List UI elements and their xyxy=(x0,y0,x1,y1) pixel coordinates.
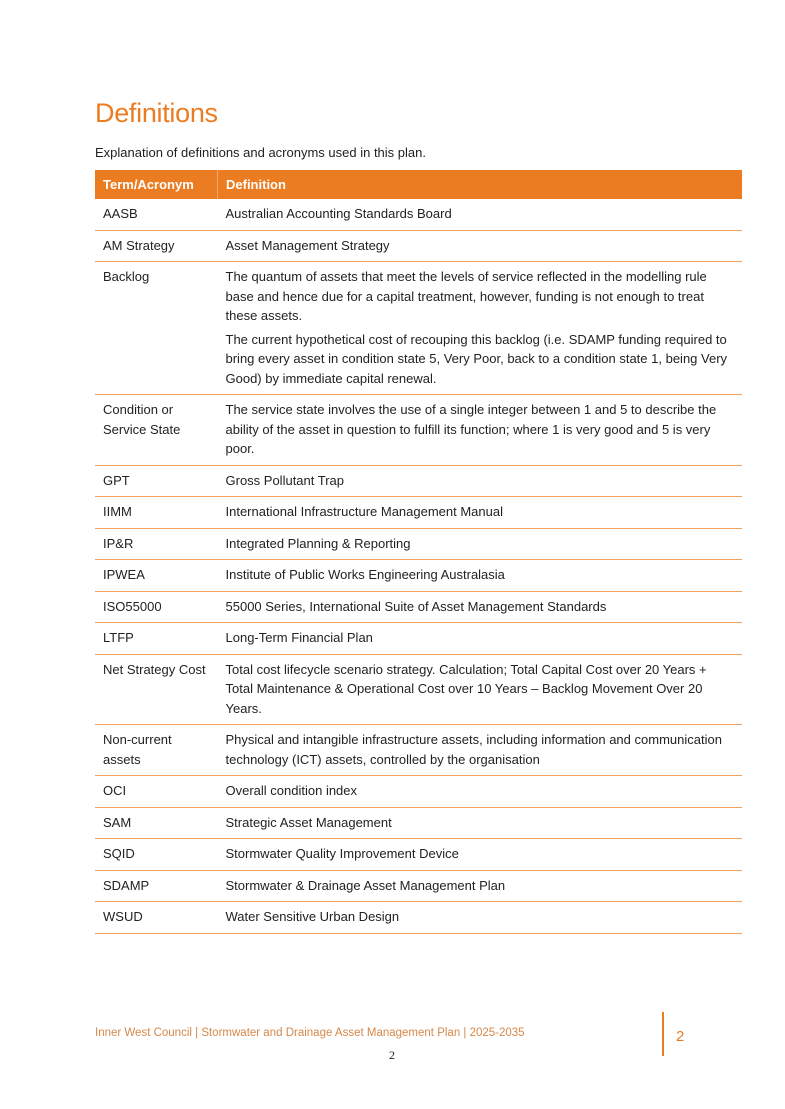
table-row xyxy=(95,839,742,871)
definition-cell xyxy=(218,654,743,725)
term-cell: IP&R xyxy=(95,528,218,560)
table-header-row xyxy=(95,170,742,199)
term-cell: ISO55000 xyxy=(95,591,218,623)
term-cell: WSUD xyxy=(95,902,218,934)
definition-paragraph: The current hypothetical cost of recouping this backlog (i.e. SDAMP funding required to bring every asset in condition state 5, Very Poor, back to a condition state 1, being Very Good) by immediate capital renewal. xyxy=(225,331,728,386)
table-row xyxy=(95,654,742,725)
definition-cell xyxy=(218,199,743,230)
definition-cell xyxy=(218,839,743,871)
table-row xyxy=(95,902,742,934)
page-title: Definitions xyxy=(95,98,218,128)
table-body xyxy=(95,199,742,933)
definition-paragraph: The quantum of assets that meet the levels of service reflected in the modelling rule base and hence due for a capital treatment, however, funding is not enough to treat these assets. xyxy=(225,269,707,323)
definition-paragraph: The service state involves the use of a single integer between 1 and 5 to describe the ability of the asset in question to fulfill its function; where 1 is very good and 5 is very poor. xyxy=(225,402,717,456)
definition-paragraph: International Infrastructure Management Manual xyxy=(225,504,503,519)
definition-cell xyxy=(218,262,743,395)
term-cell: SAM xyxy=(95,807,218,839)
footer-divider xyxy=(662,1012,664,1056)
table-row xyxy=(95,725,742,776)
definitions-table xyxy=(95,170,742,934)
definition-paragraph: Integrated Planning & Reporting xyxy=(225,535,411,551)
definition-paragraph: Strategic Asset Management xyxy=(225,814,392,830)
footer-text: Inner West Council | Stormwater and Drainage Asset Management Plan | 2025-2035 xyxy=(95,1027,525,1039)
term-cell: GPT xyxy=(95,465,218,497)
definition-paragraph: Australian Accounting Standards Board xyxy=(225,206,452,221)
table-row xyxy=(95,262,742,395)
definition-cell xyxy=(218,230,743,262)
printed-page-number: 2 xyxy=(389,1048,395,1062)
definition-cell xyxy=(218,465,743,497)
definition-paragraph: Water Sensitive Urban Design xyxy=(225,909,400,924)
definition-cell xyxy=(218,902,743,934)
term-cell: LTFP xyxy=(95,623,218,655)
table-row xyxy=(95,870,742,902)
term-cell: SQID xyxy=(95,839,218,871)
definition-paragraph: Total cost lifecycle scenario strategy. Calculation; Total Capital Cost over 20 Years + Total Maintenance & Operational Cost over 10 Years – Backlog Movement Over 20 Years. xyxy=(225,661,707,716)
intro-text: Explanation of definitions and acronyms used in this plan. xyxy=(95,145,426,160)
definition-cell xyxy=(218,560,743,592)
table-row xyxy=(95,395,742,466)
definition-paragraph: Gross Pollutant Trap xyxy=(225,472,344,488)
term-cell: Non-current assets xyxy=(95,725,218,776)
term-cell: IIMM xyxy=(95,497,218,529)
footer-page-number: 2 xyxy=(676,1028,685,1045)
table-row xyxy=(95,591,742,623)
definition-cell xyxy=(218,870,743,902)
definition-paragraph: Overall condition index xyxy=(225,783,358,798)
term-cell: Condition or Service State xyxy=(95,395,218,466)
definition-cell xyxy=(218,623,743,655)
table-row xyxy=(95,497,742,529)
term-cell: Net Strategy Cost xyxy=(95,654,218,725)
definition-cell xyxy=(218,776,743,808)
definition-paragraph: 55000 Series, International Suite of Asset Management Standards xyxy=(225,598,607,614)
header-definition: Definition xyxy=(218,170,743,199)
term-cell: AASB xyxy=(95,199,218,230)
header-term: Term/Acronym xyxy=(95,170,218,199)
definition-cell xyxy=(218,807,743,839)
term-cell: SDAMP xyxy=(95,870,218,902)
definition-paragraph: Stormwater Quality Improvement Device xyxy=(225,846,459,861)
definition-cell xyxy=(218,725,743,776)
table-row xyxy=(95,807,742,839)
definition-cell xyxy=(218,528,743,560)
definition-paragraph: Physical and intangible infrastructure assets, including information and communication technology (ICT) assets, controlled by the organisation xyxy=(225,732,722,767)
term-cell: Backlog xyxy=(95,262,218,395)
definition-paragraph: Long-Term Financial Plan xyxy=(225,630,373,645)
term-cell: AM Strategy xyxy=(95,230,218,262)
definition-cell xyxy=(218,497,743,529)
table-row xyxy=(95,560,742,592)
table-row xyxy=(95,465,742,497)
definition-paragraph: Institute of Public Works Engineering Australasia xyxy=(225,567,505,582)
definition-paragraph: Stormwater & Drainage Asset Management Plan xyxy=(225,877,506,893)
table-row xyxy=(95,623,742,655)
table-row xyxy=(95,230,742,262)
table-row xyxy=(95,776,742,808)
term-cell: IPWEA xyxy=(95,560,218,592)
definition-cell xyxy=(218,591,743,623)
table-row xyxy=(95,199,742,230)
definition-paragraph: Asset Management Strategy xyxy=(225,237,390,253)
term-cell: OCI xyxy=(95,776,218,808)
table-row xyxy=(95,528,742,560)
definition-cell xyxy=(218,395,743,466)
